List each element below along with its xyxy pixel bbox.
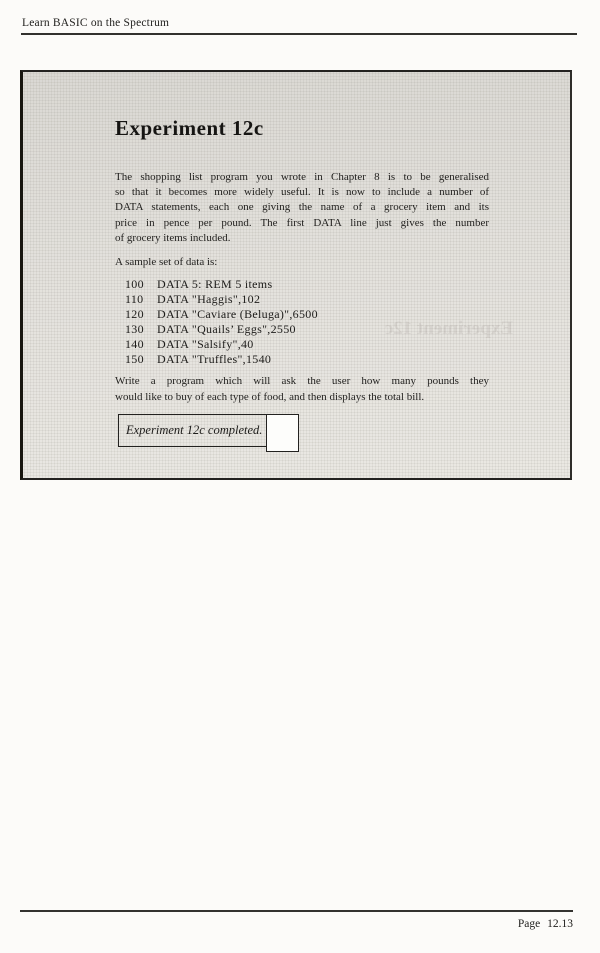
intro-paragraph — [115, 170, 489, 246]
completion-checkbox — [266, 414, 299, 452]
line-number: 120 — [125, 307, 144, 322]
sample-data-label: A sample set of data is: — [115, 256, 218, 268]
code-line — [125, 322, 318, 337]
intro-line: price in pence per pound. The first DATA line just gives the number — [115, 216, 489, 229]
line-number: 110 — [125, 292, 144, 307]
intro-line: DATA statements, each one giving the name of a grocery item and its — [115, 201, 489, 214]
line-number: 140 — [125, 337, 144, 352]
task-line: Write a program which will ask the user how many pounds they — [115, 375, 489, 387]
line-number: 130 — [125, 322, 144, 337]
code-statement: DATA "Quails’ Eggs",2550 — [157, 322, 296, 337]
task-paragraph — [115, 373, 489, 405]
header-rule — [21, 33, 577, 35]
running-head-title: Learn BASIC on the Spectrum — [22, 17, 170, 29]
intro-line: The shopping list program you wrote in Chapter 8 is to be generalised — [115, 171, 489, 183]
code-line — [125, 352, 318, 367]
intro-line: of grocery items included. — [115, 231, 231, 244]
scan-panel — [20, 70, 572, 480]
experiment-title: Experiment 12c — [115, 116, 264, 140]
footer-rule — [20, 910, 573, 912]
task-line: would like to buy of each type of food, and then displays the total bill. — [115, 391, 425, 403]
page-number: Page 12.13 — [517, 918, 573, 930]
code-line — [125, 307, 318, 322]
completed-label: Experiment 12c completed. — [126, 423, 263, 437]
code-line — [125, 277, 318, 292]
page-showthrough-ghost: Experiment 12c — [384, 318, 513, 339]
completed-box — [118, 414, 268, 447]
basic-code-listing — [125, 277, 318, 368]
line-number: 100 — [125, 277, 144, 291]
code-statement: DATA "Haggis",102 — [157, 292, 261, 307]
intro-line: so that it becomes more widely useful. It is now to include a number of — [115, 186, 489, 199]
code-statement: DATA 5: REM 5 items — [157, 277, 273, 291]
code-statement: DATA "Salsify",40 — [157, 337, 254, 352]
code-statement: DATA "Caviare (Beluga)",6500 — [157, 307, 318, 322]
line-number: 150 — [125, 352, 144, 367]
code-statement: DATA "Truffles",1540 — [157, 352, 272, 367]
code-line — [125, 292, 318, 307]
code-line — [125, 337, 318, 352]
